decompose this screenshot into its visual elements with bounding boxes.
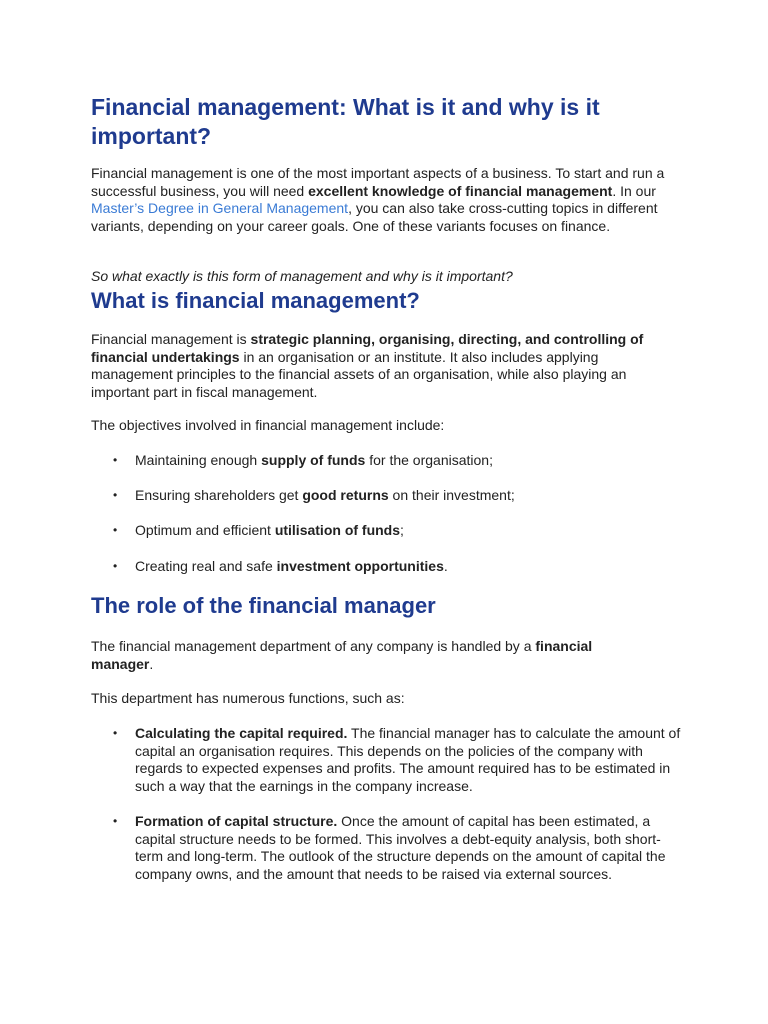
section-heading-role: The role of the financial manager <box>91 593 436 618</box>
intro-text-2: . In our <box>612 182 656 199</box>
bullet-icon: • <box>113 453 118 467</box>
bullet-icon: • <box>113 523 118 537</box>
intro-text-3: , you can also take cross-cutting topics in different variants, depending on your career goals. One of these variants focuses on finance. <box>91 200 658 234</box>
list-item: • Creating real and safe investment opportunities. <box>113 558 448 574</box>
bullet-icon: • <box>113 559 118 573</box>
role-text-1: The financial management department of any company is handled by a <box>91 638 536 654</box>
masters-degree-link[interactable]: Master’s Degree in General Management <box>91 200 349 216</box>
page-title: Financial management: What is it and why is it important? <box>91 94 600 149</box>
list-item: • Optimum and efficient utilisation of funds; <box>113 522 404 538</box>
bullet-icon: • <box>113 814 118 828</box>
definition-bold: strategic planning, organising, directing, and controlling of financial undertakings <box>91 331 644 365</box>
role-text-2: . <box>149 655 154 672</box>
functions-intro: This department has numerous functions, such as: <box>91 690 405 706</box>
list-item: • Maintaining enough supply of funds for the organisation; <box>113 452 493 468</box>
bullet-icon: • <box>113 726 118 740</box>
role-bold: financial manager <box>91 638 593 672</box>
intro-text-1: Financial management is one of the most important aspects of a business. To start and run a successful business, you will need <box>91 165 665 199</box>
bullet-icon: • <box>113 488 118 502</box>
definition-paragraph <box>91 331 681 401</box>
question-line: So what exactly is this form of management and why is it important? <box>91 268 513 284</box>
intro-paragraph <box>91 165 681 235</box>
list-item: • Calculating the capital required. The financial manager has to calculate the amount of capital an organisation requires. This depends on the policies of the company with regards to expected expenses and profits. The amount required has to be estimated in such a way that the earnings in the company increase. <box>113 725 681 794</box>
list-item: • Formation of capital structure. Once the amount of capital has been estimated, a capital structure needs to be formed. This involves a debt-equity analysis, both short-term and long-term. The outlook of the structure depends on the amount of capital the company owns, and the amount that needs to be raised via external sources. <box>113 813 666 882</box>
objectives-intro: The objectives involved in financial management include: <box>91 417 445 433</box>
section-heading-what-is: What is financial management? <box>91 288 420 313</box>
definition-text-2: in an organisation or an institute. It also includes applying management principles to the financial assets of an organisation, while also playing an important part in fiscal management. <box>91 348 627 400</box>
definition-text-1: Financial management is <box>91 331 251 347</box>
intro-bold: excellent knowledge of financial management <box>308 182 613 199</box>
role-paragraph <box>91 638 621 673</box>
list-item: • Ensuring shareholders get good returns on their investment; <box>113 487 515 503</box>
